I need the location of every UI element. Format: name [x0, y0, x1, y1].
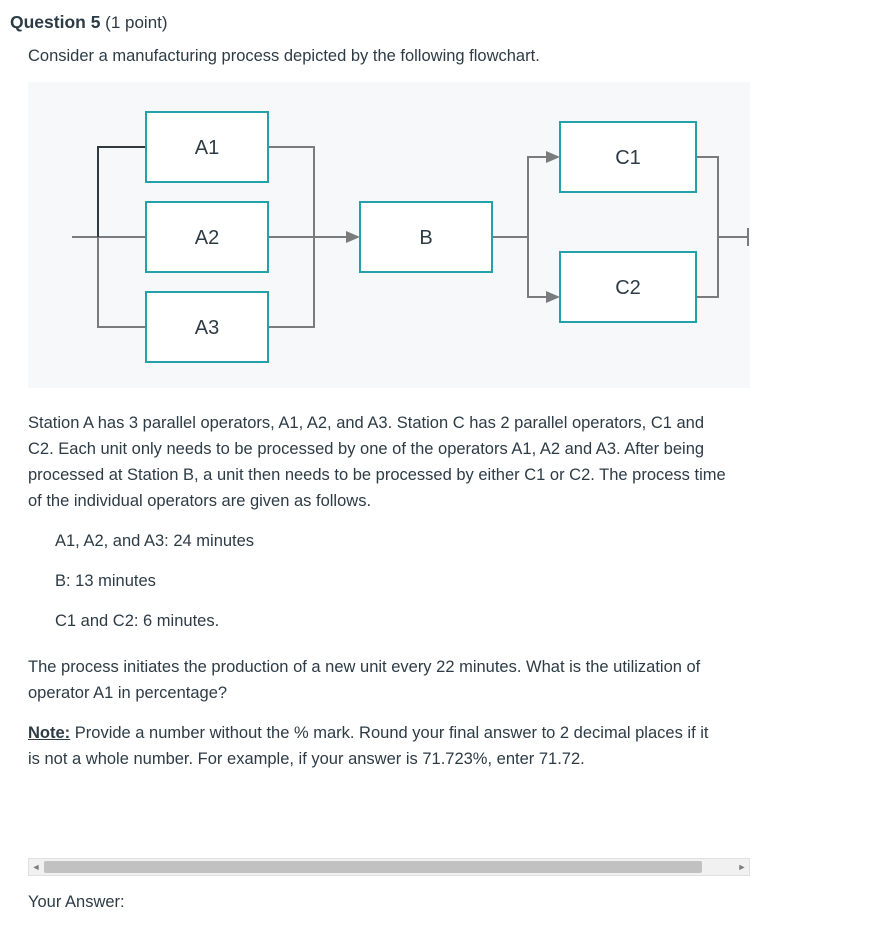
- question-description: Station A has 3 parallel operators, A1, A2, and A3. Station C has 2 parallel operators, C1 and C2. Each unit only needs to be processed by one of the operators A1, A2 and A3. After being processed at Station B, a unit then needs to be processed by either C1 or C2. The process time of the individual operators are given as follows.: [28, 414, 726, 510]
- scroll-track[interactable]: [43, 859, 735, 875]
- flowchart-node-b: [360, 202, 492, 272]
- flowchart-node-c2: [560, 252, 696, 322]
- parameter-c: C1 and C2: 6 minutes.: [55, 612, 220, 630]
- scroll-thumb[interactable]: [44, 861, 702, 873]
- flowchart-figure: [28, 82, 750, 388]
- answer-label: Your Answer:: [28, 893, 125, 911]
- flowchart-node-a2: [146, 202, 268, 272]
- flowchart-node-c1: [560, 122, 696, 192]
- question-points: (1 point): [105, 13, 168, 32]
- note-text: Provide a number without the % mark. Round your final answer to 2 decimal places if it is not a whole number. For example, if your answer is 71.723%, enter 71.72.: [28, 724, 709, 768]
- node-label-a3: A3: [194, 317, 220, 339]
- node-label-a1: A1: [194, 137, 220, 159]
- scroll-right-arrow-icon[interactable]: ►: [737, 862, 747, 872]
- question-title: Question 5: [10, 12, 101, 32]
- parameter-a: A1, A2, and A3: 24 minutes: [55, 532, 255, 550]
- node-label-c1: C1: [615, 147, 641, 169]
- question-header: [0, 0, 887, 33]
- node-label-b: B: [419, 227, 433, 249]
- node-label-a2: A2: [194, 227, 220, 249]
- node-label-c2: C2: [615, 277, 641, 299]
- flowchart-node-a3: [146, 292, 268, 362]
- flowchart-node-a1: [146, 112, 268, 182]
- horizontal-scrollbar[interactable]: [28, 858, 750, 876]
- question-prompt: The process initiates the production of a new unit every 22 minutes. What is the utilization of operator A1 in percentage?: [28, 658, 701, 702]
- question-note: [0, 706, 740, 772]
- question-intro: Consider a manufacturing process depicted by the following flowchart.: [28, 47, 540, 65]
- scroll-left-arrow-icon[interactable]: ◄: [31, 862, 41, 872]
- parameter-b: B: 13 minutes: [55, 572, 156, 590]
- note-label: Note:: [28, 724, 71, 742]
